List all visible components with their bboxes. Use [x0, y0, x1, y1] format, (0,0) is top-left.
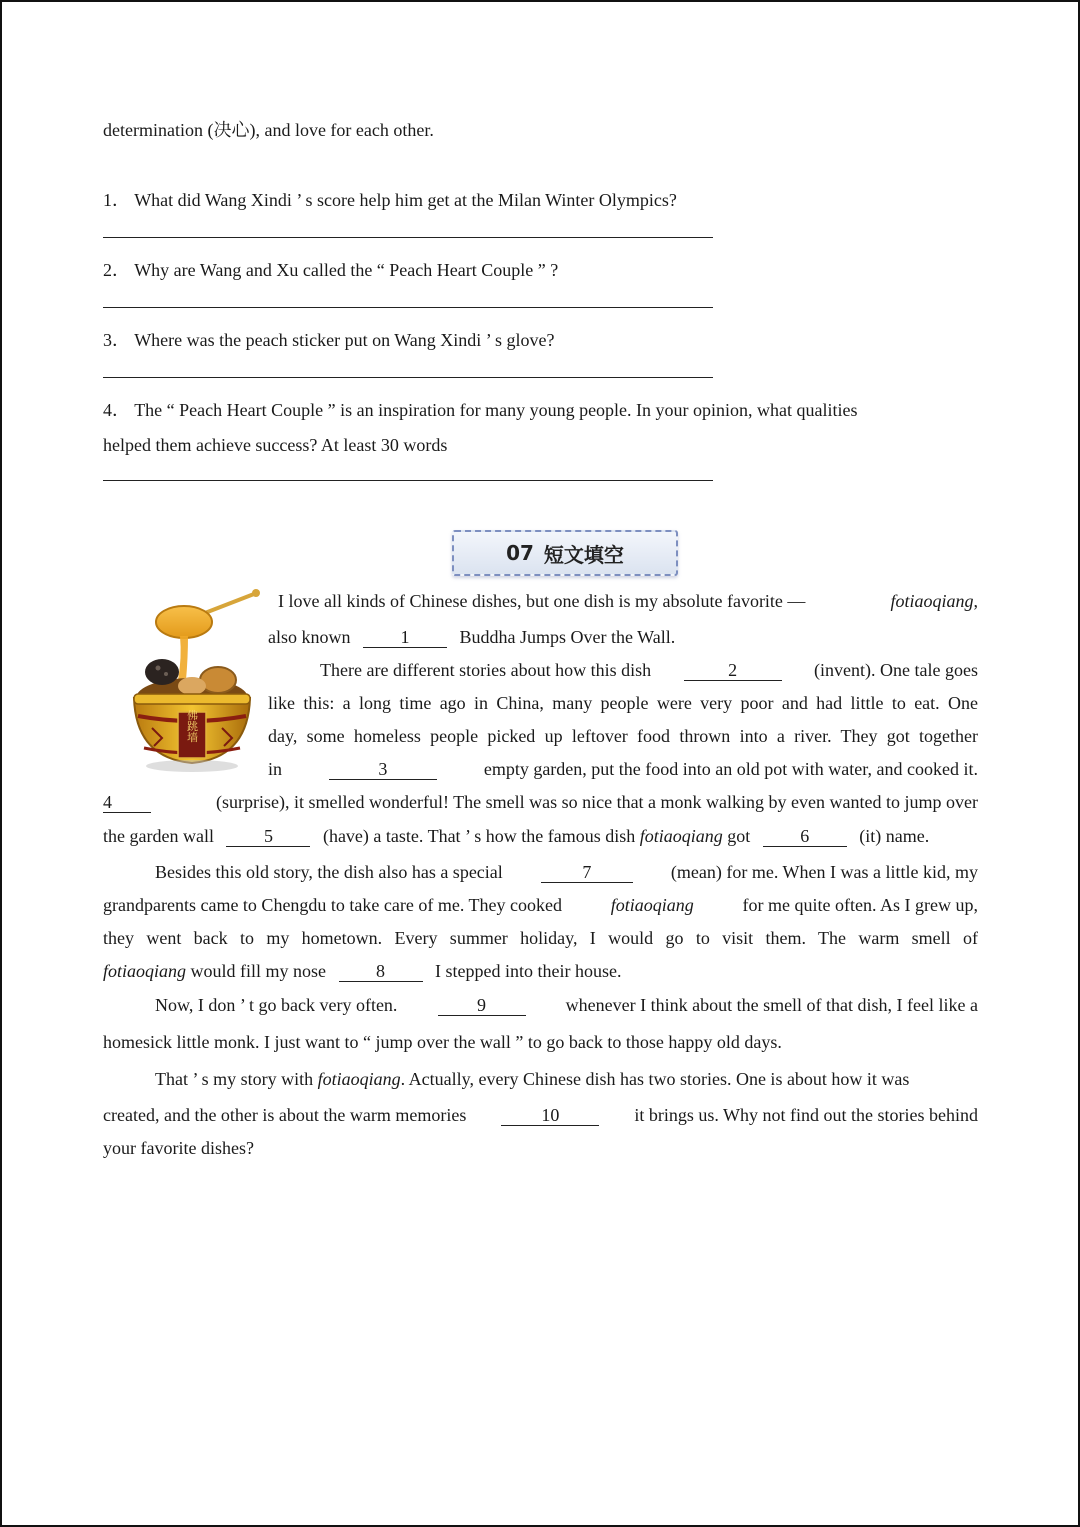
blank-number: 9: [477, 995, 487, 1015]
passage-line: [103, 960, 621, 982]
text: Buddha Jumps Over the Wall.: [459, 627, 676, 647]
question-1: [103, 189, 677, 211]
passage-line: like this: a long time ago in China, many people were very poor and had little to eat. One: [268, 693, 978, 713]
text: I love all kinds of Chinese dishes, but one dish is my absolute favorite —: [278, 591, 806, 611]
text: Now, I don ’ t go back very often.: [155, 995, 398, 1015]
blank-7[interactable]: [541, 862, 633, 883]
section-title: 短文填空: [543, 542, 624, 567]
text: (it) name.: [859, 826, 930, 846]
blank-4[interactable]: [103, 792, 151, 813]
blank-number: 8: [376, 961, 386, 981]
question-number: 4．: [103, 400, 130, 420]
text: [890, 590, 978, 612]
blank-number: 10: [541, 1105, 560, 1125]
text: also known: [268, 627, 351, 647]
dish-name: fotiaoqiang: [103, 961, 187, 981]
text: got: [727, 826, 751, 846]
blank-number: 5: [263, 826, 273, 846]
blank-number: 3: [378, 759, 388, 779]
blank-number: 4: [103, 792, 112, 812]
passage-line: [320, 659, 978, 681]
passage-line: [155, 1068, 909, 1090]
text: the garden wall: [103, 826, 214, 846]
question-3: [103, 329, 554, 351]
text: There are different stories about how this dish: [320, 660, 652, 680]
text: would fill my nose: [190, 961, 327, 981]
answer-line-1[interactable]: [103, 237, 713, 238]
dish-name: fotiaoqiang: [610, 895, 694, 915]
passage-line: [268, 626, 675, 648]
passage-line: [155, 861, 978, 883]
blank-10[interactable]: [501, 1105, 599, 1126]
text: (invent). One tale goes: [814, 660, 978, 680]
section-number: 07: [506, 541, 534, 565]
section-header: [452, 530, 678, 576]
blank-5[interactable]: [226, 826, 310, 847]
question-4: [103, 399, 858, 421]
answer-line-3[interactable]: [103, 377, 713, 378]
passage-line: they went back to my hometown. Every summer holiday, I would go to visit them. The warm smell of: [103, 928, 978, 948]
text: (surprise), it smelled wonderful! The smell was so nice that a monk walking by even wanted to jump over: [216, 792, 978, 812]
blank-8[interactable]: [339, 961, 423, 982]
passage-line: [268, 758, 978, 780]
question-number: 1．: [103, 190, 130, 210]
text: grandparents came to Chengdu to take care of me. They cooked: [103, 895, 562, 915]
fotiaoqiang-dish-icon: [122, 588, 264, 773]
text: (mean) for me. When I was a little kid, my: [670, 862, 978, 882]
text: for me quite often. As I grew up,: [742, 895, 978, 915]
blank-number: 6: [800, 826, 810, 846]
blank-2[interactable]: [684, 660, 782, 681]
passage-line: homesick little monk. I just want to “ jump over the wall ” to go back to those happy old days.: [103, 1032, 782, 1052]
text: whenever I think about the smell of that dish, I feel like a: [565, 995, 978, 1015]
continued-text: determination (决心), and love for each other.: [103, 120, 434, 140]
answer-line-4[interactable]: [103, 480, 713, 481]
passage-line: [103, 791, 978, 813]
blank-6[interactable]: [763, 826, 847, 847]
text: in: [268, 759, 283, 779]
blank-number: 7: [582, 862, 592, 882]
blank-number: 2: [728, 660, 738, 680]
dish-name: fotiaoqiang: [890, 591, 974, 611]
question-number: 2．: [103, 260, 130, 280]
dish-name: fotiaoqiang: [639, 826, 723, 846]
blank-3[interactable]: [329, 759, 437, 780]
passage-line: [103, 894, 978, 916]
text: . Actually, every Chinese dish has two stories. One is about how it was: [400, 1069, 910, 1089]
passage-line: your favorite dishes?: [103, 1138, 254, 1158]
passage-line: [103, 1104, 978, 1126]
question-2: [103, 259, 558, 281]
text: That ’ s my story with: [155, 1069, 314, 1089]
dish-name: fotiaoqiang: [317, 1069, 401, 1089]
question-text: What did Wang Xindi ’ s score help him get at the Milan Winter Olympics?: [134, 190, 677, 210]
text: created, and the other is about the warm memories: [103, 1105, 467, 1125]
passage-line: [103, 825, 929, 847]
passage-line: [278, 590, 978, 612]
blank-number: 1: [400, 627, 410, 647]
text: Besides this old story, the dish also has a special: [155, 862, 503, 882]
passage-line: day, some homeless people picked up leftover food thrown into a river. They got together: [268, 726, 978, 746]
answer-line-2[interactable]: [103, 307, 713, 308]
question-text: The “ Peach Heart Couple ” is an inspiration for many young people. In your opinion, what qualities: [134, 400, 858, 420]
question-4-line-2: helped them achieve success? At least 30 words: [103, 435, 448, 455]
jar-label: 佛跳墙: [185, 709, 199, 743]
question-text: Where was the peach sticker put on Wang Xindi ’ s glove?: [134, 330, 555, 350]
passage-line: [155, 994, 978, 1016]
text: I stepped into their house.: [435, 961, 622, 981]
blank-9[interactable]: [438, 995, 526, 1016]
question-number: 3．: [103, 330, 130, 350]
question-text: Why are Wang and Xu called the “ Peach Heart Couple ” ?: [134, 260, 559, 280]
text: empty garden, put the food into an old pot with water, and cooked it.: [483, 759, 978, 779]
text: it brings us. Why not find out the stories behind: [634, 1105, 978, 1125]
blank-1[interactable]: [363, 627, 447, 648]
text: ,: [973, 591, 978, 611]
text: (have) a taste. That ’ s how the famous dish: [322, 826, 636, 846]
